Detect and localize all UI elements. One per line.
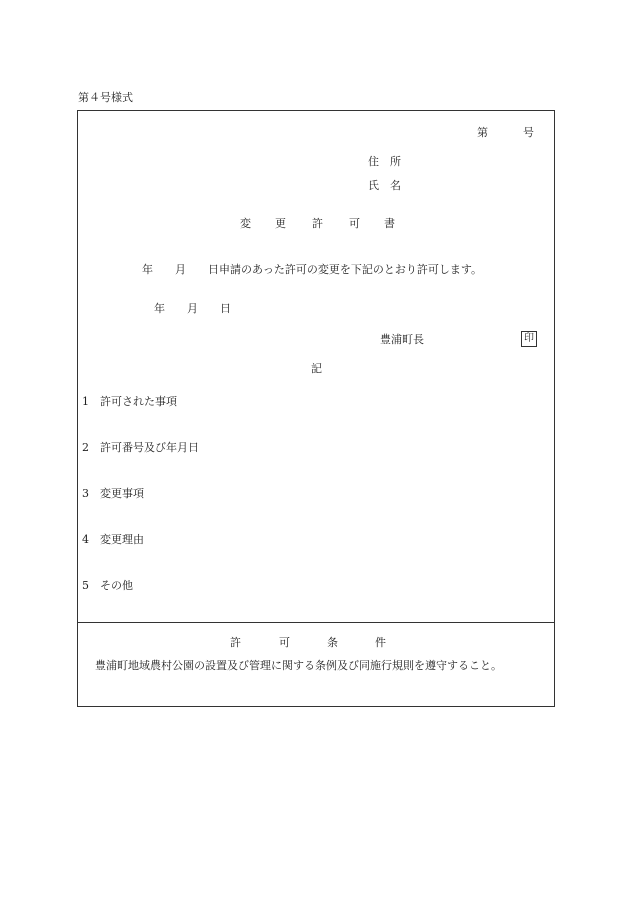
item-label: 変更事項	[100, 487, 144, 500]
conditions-text: 豊浦町地域農村公園の設置及び管理に関する条例及び同施行規則を遵守すること。	[95, 659, 502, 672]
address-label: 住 所	[368, 155, 401, 168]
issue-date: 年 月 日	[154, 302, 231, 315]
conditions-title-char: 条	[327, 636, 338, 649]
section-divider	[78, 622, 554, 623]
item-number: 2	[82, 441, 89, 454]
title-char: 更	[275, 217, 286, 230]
form-number: 第４号様式	[78, 91, 133, 104]
item-label: 許可番号及び年月日	[100, 441, 199, 454]
list-item	[82, 488, 144, 499]
permit-number-prefix: 第	[477, 126, 488, 139]
list-item	[82, 442, 199, 453]
list-item	[82, 580, 133, 591]
seal-mark: 印	[521, 331, 537, 347]
item-number: 1	[82, 395, 89, 408]
ki-heading: 記	[311, 362, 322, 375]
item-label: 許可された事項	[100, 395, 177, 408]
list-item	[82, 396, 177, 407]
item-number: 4	[82, 533, 89, 546]
item-number: 5	[82, 579, 89, 592]
title-char: 可	[349, 217, 360, 230]
title-char: 変	[240, 217, 251, 230]
title-char: 書	[384, 217, 395, 230]
item-label: その他	[100, 579, 133, 592]
conditions-title-char: 可	[279, 636, 290, 649]
name-label: 氏 名	[368, 179, 401, 192]
permit-number-suffix: 号	[523, 126, 534, 139]
issuer-name: 豊浦町長	[380, 333, 424, 346]
list-item	[82, 534, 144, 545]
item-number: 3	[82, 487, 89, 500]
conditions-title-char: 許	[230, 636, 241, 649]
item-label: 変更理由	[100, 533, 144, 546]
title-char: 許	[312, 217, 323, 230]
permit-body-text: 年 月 日申請のあった許可の変更を下記のとおり許可します。	[142, 263, 483, 276]
conditions-title-char: 件	[375, 636, 386, 649]
permit-form	[77, 110, 555, 707]
